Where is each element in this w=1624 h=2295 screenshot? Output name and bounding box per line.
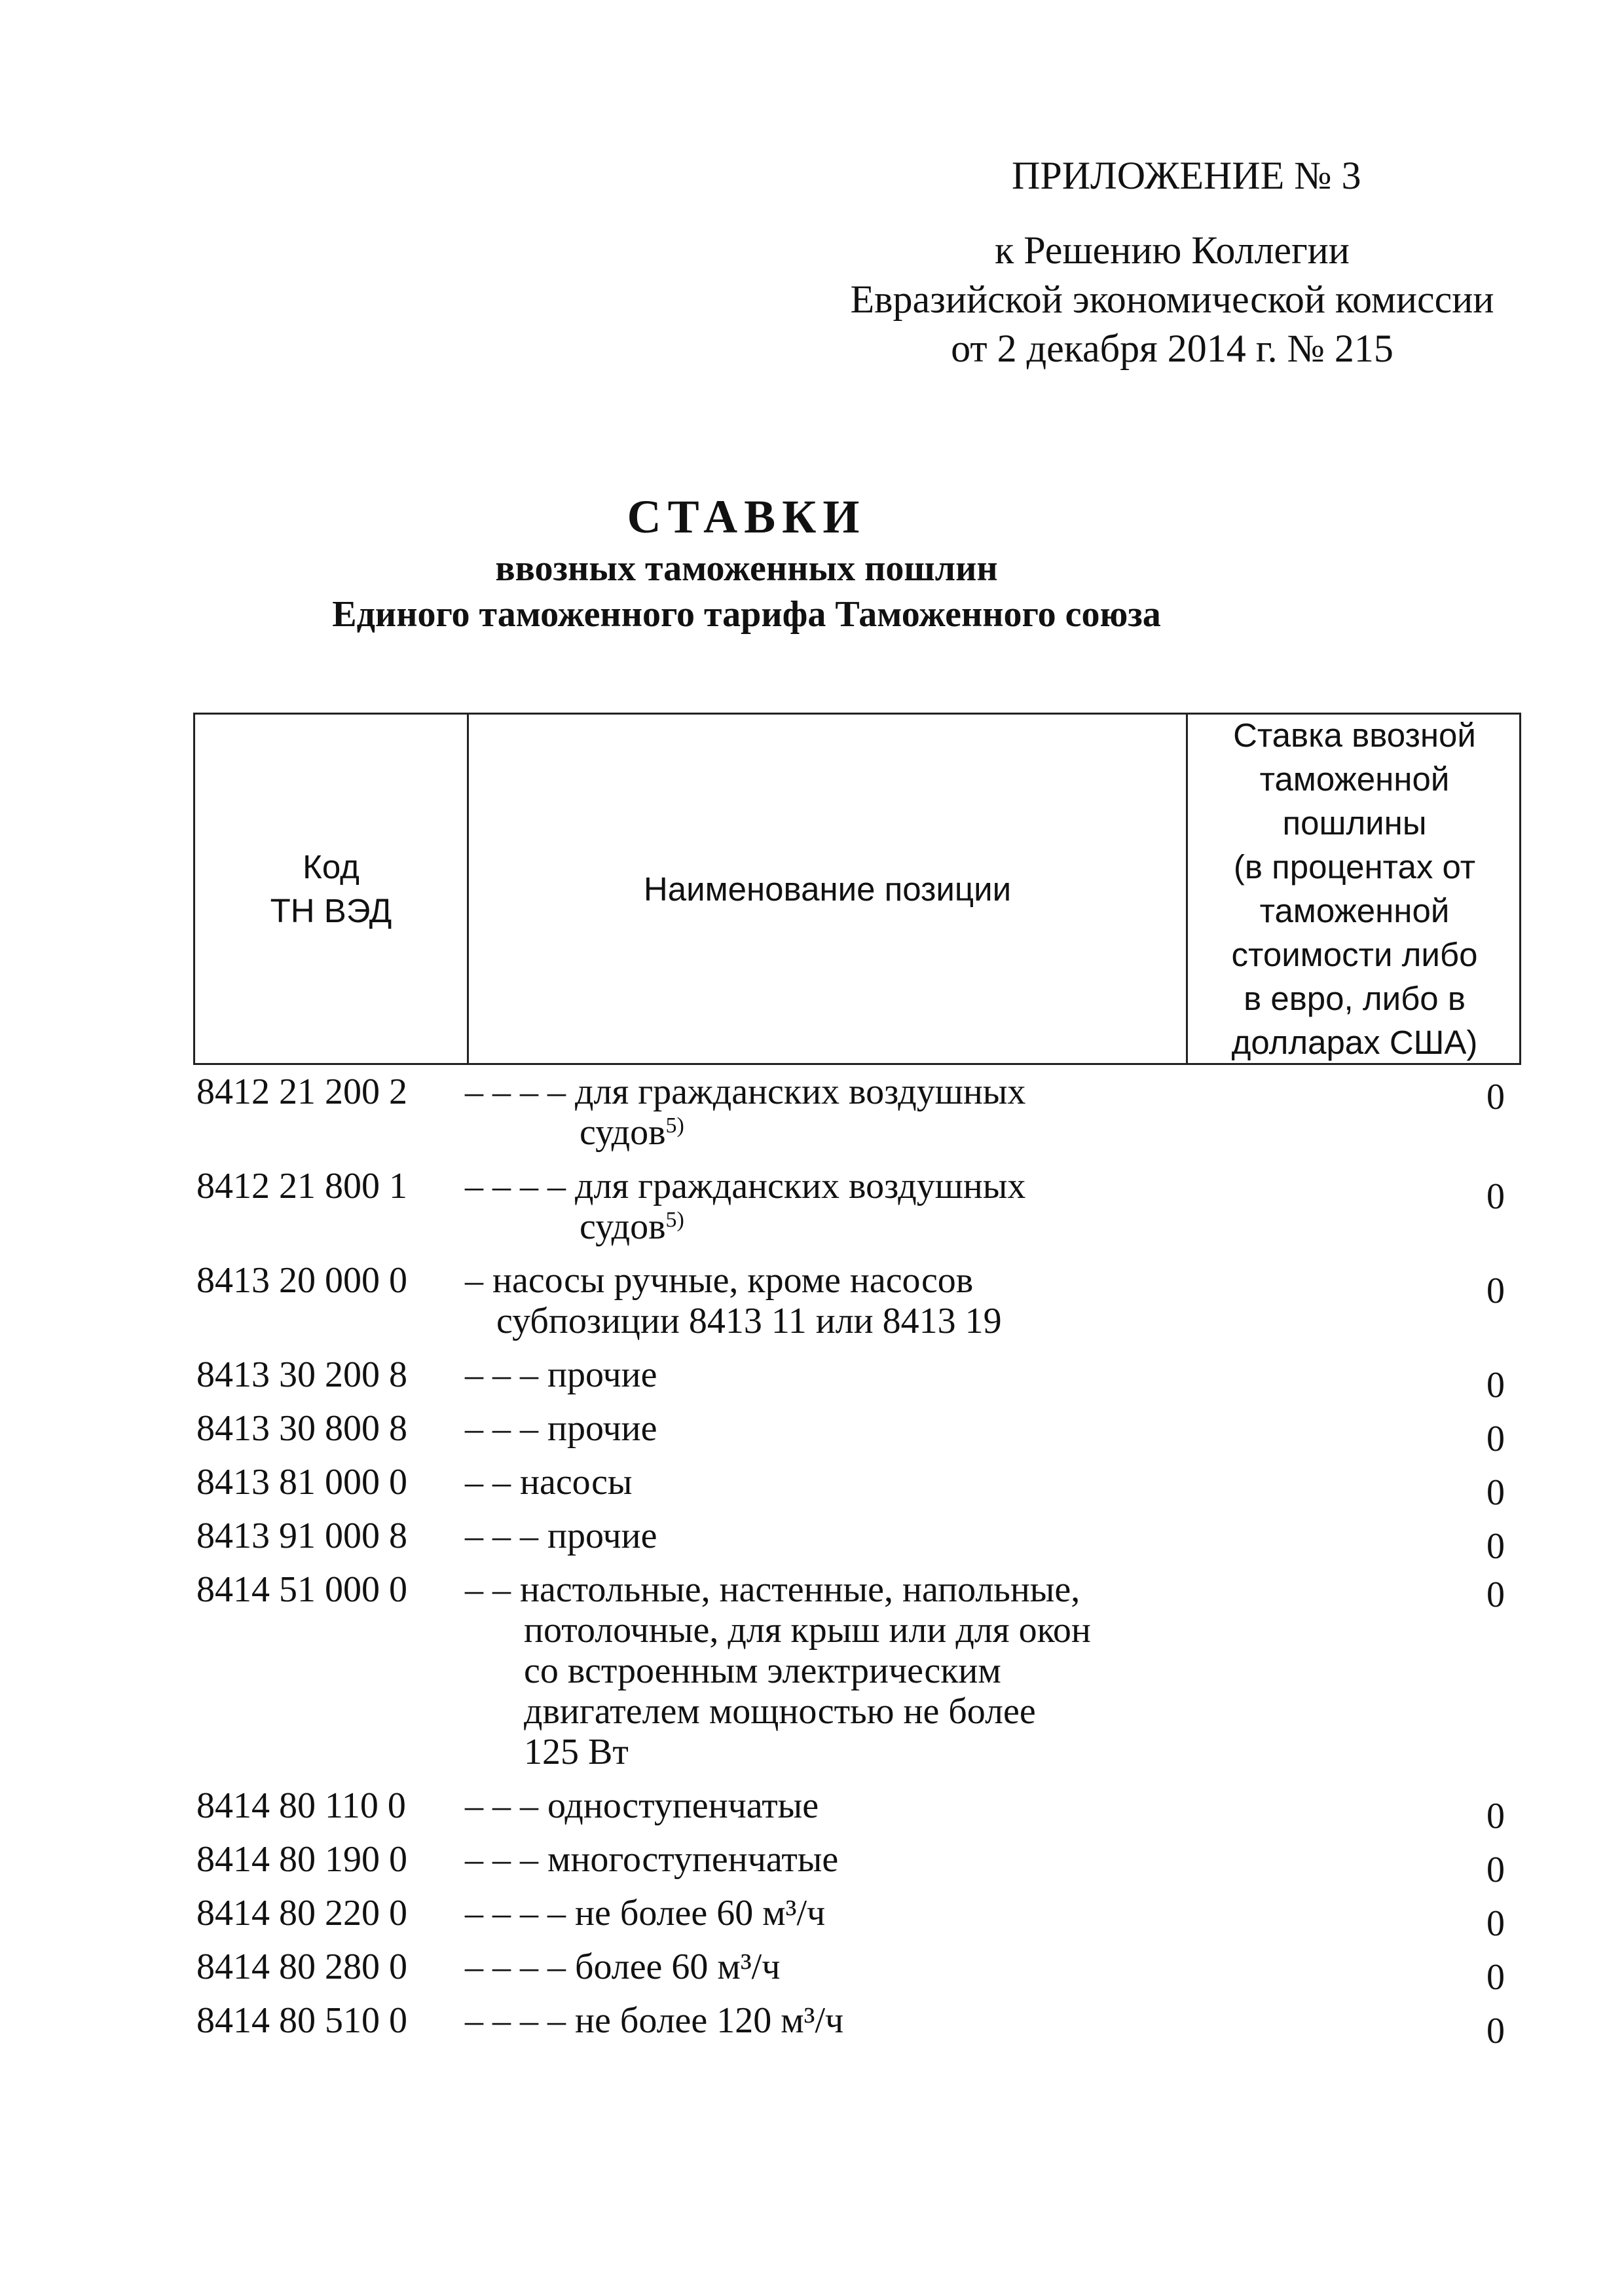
row-rate: 0 (1486, 1419, 1505, 1459)
header-rate-cell (1188, 715, 1521, 1063)
row-description-line: двигателем мощностью не более (524, 1691, 1036, 1732)
header-rate-line: (в процентах от (1233, 848, 1476, 886)
row-description-line: – – – прочие (465, 1408, 657, 1449)
table-row (190, 1068, 1526, 1162)
header-name-line: Наименование позиции (643, 870, 1012, 908)
row-description-line: – – – прочие (465, 1516, 657, 1556)
row-description-line: – – – одноступенчатые (465, 1785, 819, 1826)
table-row (190, 1458, 1526, 1512)
table-row (190, 1404, 1526, 1458)
row-rate: 0 (1486, 1365, 1505, 1406)
document-subtitle: Единого таможенного тарифа Таможенного союза (332, 594, 1161, 635)
row-rate: 0 (1486, 1575, 1505, 1615)
row-description-line: – – – – не более 120 м³/ч (465, 2000, 844, 2041)
row-rate: 0 (1486, 1077, 1505, 1117)
row-description (465, 1166, 1198, 1247)
row-code: 8414 80 280 0 (196, 1947, 407, 1987)
row-description-line: – – насосы (465, 1462, 633, 1502)
row-description-line (465, 1206, 1198, 1247)
row-code: 8413 20 000 0 (196, 1260, 407, 1301)
row-description-line: – – – – более 60 м³/ч (465, 1947, 781, 1987)
table-row (190, 1782, 1526, 1835)
row-description (465, 1947, 1198, 1987)
row-code: 8412 21 800 1 (196, 1166, 407, 1206)
row-description-line: – – настольные, настенные, напольные, (465, 1569, 1080, 1610)
table-row (190, 1351, 1526, 1404)
header-rate-line: в евро, либо в (1244, 980, 1466, 1017)
row-description-line: – – – – для гражданских воздушных (465, 1166, 1026, 1206)
row-rate: 0 (1486, 1271, 1505, 1311)
row-rate: 0 (1486, 1176, 1505, 1217)
table-row (190, 1565, 1526, 1782)
document-subtitle: ввозных таможенных пошлин (495, 548, 998, 589)
table-row (190, 1996, 1526, 2050)
table-row (190, 1835, 1526, 1889)
header-rate-line: таможенной (1259, 892, 1450, 929)
row-description-line: – – – прочие (465, 1354, 657, 1395)
row-description-text: судов (580, 1112, 666, 1153)
table-row (190, 1943, 1526, 1996)
attachment-line: от 2 декабря 2014 г. № 215 (951, 327, 1393, 370)
row-description-line: – насосы ручные, кроме насосов (465, 1260, 974, 1301)
row-description (465, 1785, 1198, 1826)
header-code-line: Код (303, 848, 360, 886)
attachment-reference (825, 226, 1519, 373)
row-description-line: 125 Вт (524, 1732, 629, 1772)
row-description-line: субпозиции 8413 11 или 8413 19 (496, 1301, 1002, 1341)
row-rate: 0 (1486, 1903, 1505, 1944)
header-code-cell (195, 715, 469, 1063)
header-name-cell (469, 715, 1188, 1063)
row-description (465, 1839, 1198, 1880)
row-description (465, 1893, 1198, 1933)
tariff-table-body (190, 1068, 1526, 2050)
footnote-marker: 5) (665, 1208, 684, 1232)
attachment-title: ПРИЛОЖЕНИЕ № 3 (1012, 154, 1361, 197)
header-code-line: ТН ВЭД (270, 892, 392, 929)
row-description-line: – – – многоступенчатые (465, 1839, 839, 1880)
row-description-line (465, 1112, 1198, 1153)
row-description-line: со встроенным электрическим (524, 1651, 1001, 1691)
tariff-table-header (193, 713, 1521, 1065)
row-description (465, 1408, 1198, 1449)
document-title: СТАВКИ (627, 491, 866, 543)
row-code: 8414 80 510 0 (196, 2000, 407, 2041)
row-description (465, 1462, 1198, 1502)
row-rate: 0 (1486, 1472, 1505, 1513)
table-row (190, 1162, 1526, 1256)
row-description (465, 1260, 1198, 1341)
table-row (190, 1889, 1526, 1943)
table-row (190, 1512, 1526, 1565)
header-rate-line: таможенной (1259, 760, 1450, 798)
attachment-line: Евразийской экономической комиссии (850, 278, 1494, 321)
row-code: 8414 80 190 0 (196, 1839, 407, 1880)
row-description (465, 1354, 1198, 1395)
row-description (465, 1569, 1198, 1772)
row-description-text: судов (580, 1206, 666, 1247)
row-rate: 0 (1486, 1957, 1505, 1998)
row-description (465, 2000, 1198, 2041)
row-code: 8414 51 000 0 (196, 1569, 407, 1610)
row-description-line: потолочные, для крыш или для окон (524, 1610, 1091, 1651)
row-code: 8412 21 200 2 (196, 1072, 407, 1112)
header-rate-line: пошлины (1282, 804, 1427, 842)
header-rate-line: долларах США) (1231, 1024, 1478, 1061)
row-code: 8413 30 800 8 (196, 1408, 407, 1449)
row-code: 8413 30 200 8 (196, 1354, 407, 1395)
row-description-line: – – – – не более 60 м³/ч (465, 1893, 826, 1933)
row-description-line: – – – – для гражданских воздушных (465, 1072, 1026, 1112)
row-code: 8413 91 000 8 (196, 1516, 407, 1556)
row-description (465, 1072, 1198, 1153)
footnote-marker: 5) (665, 1113, 684, 1138)
row-rate: 0 (1486, 1850, 1505, 1890)
row-description (465, 1516, 1198, 1556)
row-code: 8414 80 110 0 (196, 1785, 406, 1826)
attachment-line: к Решению Коллегии (995, 229, 1350, 272)
row-rate: 0 (1486, 1526, 1505, 1567)
row-rate: 0 (1486, 2011, 1505, 2051)
row-rate: 0 (1486, 1796, 1505, 1837)
header-rate-line: стоимости либо (1231, 936, 1478, 973)
header-rate-line: Ставка ввозной (1233, 717, 1476, 754)
table-row (190, 1256, 1526, 1351)
row-code: 8414 80 220 0 (196, 1893, 407, 1933)
row-code: 8413 81 000 0 (196, 1462, 407, 1502)
